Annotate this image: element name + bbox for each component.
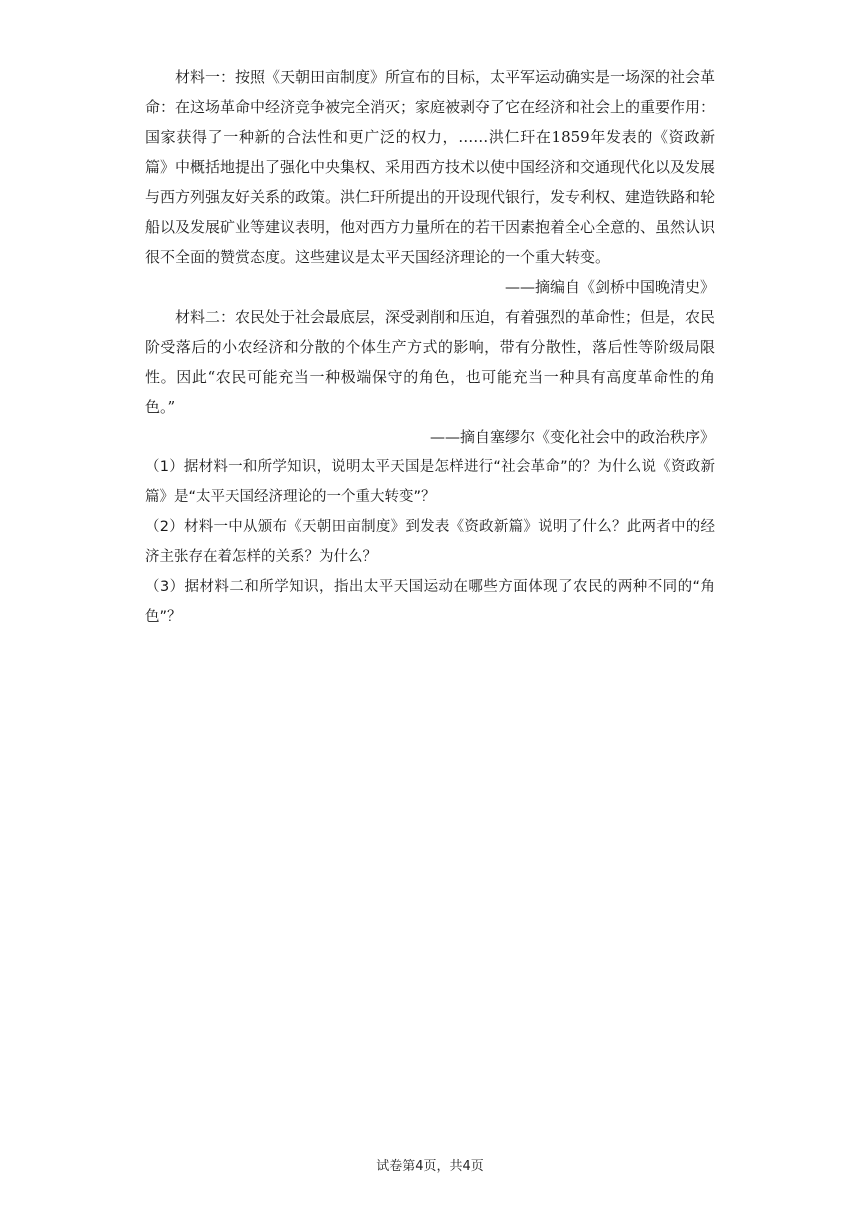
material-two-text: 材料二：农民处于社会最底层，深受剥削和压迫，有着强烈的革命性；但是，农民阶受落后的小农经济和分散的个体生产方式的影响，带有分散性，落后性等阶级局限性。因此“农民可能充当一种极端保守的角色，也可能充当一种具有高度革命性的角色。” xyxy=(145,308,716,416)
material-two-source: ——摘自塞缪尔《变化社会中的政治秩序》 xyxy=(429,428,715,446)
document-body xyxy=(145,62,715,632)
material-one-text: 材料一：按照《天朝田亩制度》所宣布的目标，太平军运动确实是一场深的社会革命：在这场革命中经济竞争被完全消灭；家庭被剥夺了它在经济和社会上的重要作用：国家获得了一种新的合法性和更广泛的权力，……洪仁玕在1859年发表的《资政新篇》中概括地提出了强化中央集权、采用西方技术以使中国经济和交通现代化以及发展与西方列强友好关系的政策。洪仁玕所提出的开设现代银行，发专利权、建造铁路和轮船以及发展矿业等建议表明，他对西方力量所在的若干因素抱着全心全意的、虽然认识很不全面的赞赏态度。这些建议是太平天国经济理论的一个重大转变。 xyxy=(145,68,716,266)
material-one-source: ——摘编自《剑桥中国晚清史》 xyxy=(504,278,715,296)
page-footer: 试卷第4页，共4页 xyxy=(376,1159,484,1174)
question-1: （1）据材料一和所学知识，说明太平天国是怎样进行“社会革命”的？为什么说《资政新篇》是“太平天国经济理论的一个重大转变”？ xyxy=(145,459,715,505)
question-2: （2）材料一中从颁布《天朝田亩制度》到发表《资政新篇》说明了什么？此两者中的经济主张存在着怎样的关系？为什么？ xyxy=(145,519,715,565)
question-3: （3）据材料二和所学知识，指出太平天国运动在哪些方面体现了农民的两种不同的“角色”？ xyxy=(145,579,715,625)
